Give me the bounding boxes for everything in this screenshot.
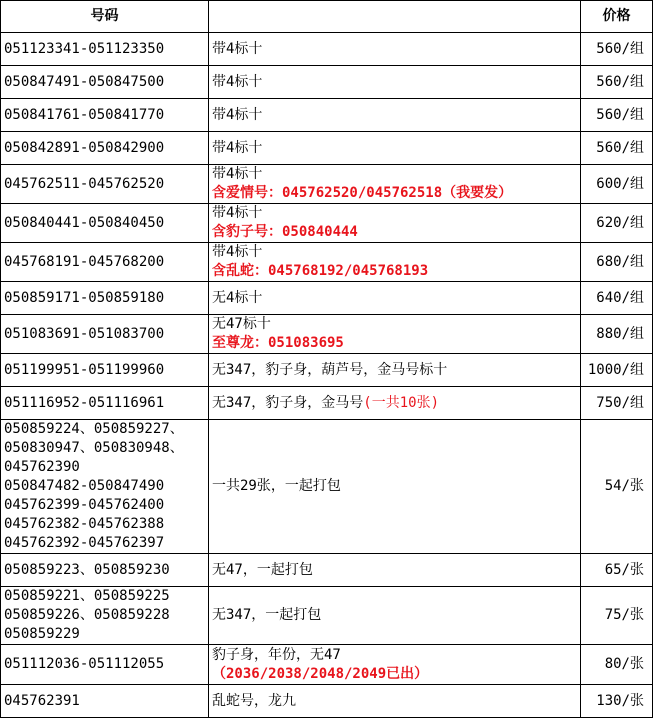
number-line: 050859221、050859225 [4, 588, 170, 604]
desc-text: 无347，豹子身，金马号 [212, 394, 364, 411]
number-cell [1, 243, 209, 282]
desc-text: 无47标十 [212, 316, 271, 332]
desc-text: 带4标十 [212, 73, 263, 90]
number-cell [1, 282, 209, 315]
desc-text: 无4标十 [212, 289, 263, 306]
desc-cell [209, 132, 581, 165]
desc-cell [209, 354, 581, 387]
number-line: 050842891-050842900 [4, 139, 165, 156]
desc-cell [209, 165, 581, 204]
header-desc [209, 1, 581, 33]
number-line: 050847482-050847490 [4, 478, 165, 494]
desc-text: 无347，豹子身，葫芦号，金马号标十 [212, 361, 448, 378]
note-text: 含豹子号：050840444 [212, 224, 358, 240]
desc-line [212, 646, 577, 665]
desc-cell [209, 685, 581, 718]
number-cell [1, 132, 209, 165]
number-cell [1, 387, 209, 420]
desc-cell [209, 554, 581, 587]
number-cell [1, 554, 209, 587]
table-row [1, 645, 653, 685]
number-line: 051112036-051112055 [4, 656, 165, 672]
desc-cell [209, 66, 581, 99]
table-row [1, 66, 653, 99]
desc-line [212, 561, 577, 580]
desc-cell [209, 387, 581, 420]
table-row [1, 420, 653, 554]
desc-text: 无47，一起打包 [212, 561, 313, 578]
number-cell [1, 165, 209, 204]
desc-text: 乱蛇号，龙九 [212, 692, 296, 709]
desc-line [212, 692, 577, 711]
price-cell: 75/张 [581, 587, 653, 645]
desc-cell [209, 587, 581, 645]
number-cell [1, 587, 209, 645]
note-text: （2036/2038/2048/2049已出） [212, 665, 429, 682]
number-line: 051116952-051116961 [4, 394, 165, 411]
desc-line [212, 40, 577, 59]
number-line: 050830947、050830948、 [4, 440, 184, 456]
header-number: 号码 [1, 1, 209, 33]
price-cell: 80/张 [581, 645, 653, 685]
price-cell: 130/张 [581, 685, 653, 718]
desc-line [212, 477, 577, 496]
number-cell [1, 420, 209, 554]
number-line: 045762382-045762388 [4, 516, 165, 532]
number-line: 050859171-050859180 [4, 289, 165, 306]
desc-cell [209, 282, 581, 315]
table-row [1, 243, 653, 282]
number-line: 045762391 [4, 692, 80, 709]
desc-cell [209, 204, 581, 243]
price-cell: 560/组 [581, 99, 653, 132]
desc-line [212, 361, 577, 380]
desc-cell [209, 33, 581, 66]
table-row [1, 165, 653, 204]
desc-line [212, 204, 577, 223]
desc-line [212, 243, 577, 262]
price-cell: 880/组 [581, 315, 653, 354]
number-cell [1, 685, 209, 718]
note-text: 含乱蛇：045768192/045768193 [212, 263, 429, 279]
number-line: 050859223、050859230 [4, 561, 170, 578]
desc-text: 带4标十 [212, 106, 263, 123]
number-line: 051199951-051199960 [4, 361, 165, 378]
table-row [1, 282, 653, 315]
header-row [1, 1, 653, 33]
number-line: 045762392-045762397 [4, 535, 165, 551]
price-cell: 65/张 [581, 554, 653, 587]
price-cell: 560/组 [581, 132, 653, 165]
number-line: 050859229 [4, 626, 80, 642]
desc-text: 带4标十 [212, 139, 263, 156]
desc-text: 无347，一起打包 [212, 607, 322, 623]
table-row [1, 554, 653, 587]
price-cell: 680/组 [581, 243, 653, 282]
desc-line [212, 73, 577, 92]
header-price: 价格 [581, 1, 653, 33]
table-row [1, 99, 653, 132]
number-line: 051123341-051123350 [4, 40, 165, 57]
price-cell: 1000/组 [581, 354, 653, 387]
number-line: 050847491-050847500 [4, 73, 165, 90]
desc-line [212, 289, 577, 308]
desc-text: 一共29张，一起打包 [212, 478, 341, 494]
number-cell [1, 33, 209, 66]
number-cell [1, 645, 209, 685]
number-cell [1, 99, 209, 132]
table-row [1, 315, 653, 354]
desc-highlight: (一共10张) [363, 394, 440, 411]
table-row [1, 132, 653, 165]
table-row [1, 587, 653, 645]
desc-text: 带4标十 [212, 40, 263, 57]
price-cell: 54/张 [581, 420, 653, 554]
number-line: 050859226、050859228 [4, 607, 170, 623]
number-line: 050859224、050859227、 [4, 421, 184, 437]
number-line: 045762511-045762520 [4, 175, 165, 192]
note-text: 含爱情号：045762520/045762518（我要发） [212, 185, 513, 201]
price-cell: 560/组 [581, 66, 653, 99]
price-cell: 640/组 [581, 282, 653, 315]
desc-cell [209, 645, 581, 685]
number-cell [1, 204, 209, 243]
desc-text: 豹子身，年份，无47 [212, 646, 341, 663]
number-cell [1, 315, 209, 354]
table-row [1, 354, 653, 387]
desc-cell [209, 315, 581, 354]
table-row [1, 33, 653, 66]
table-row [1, 685, 653, 718]
number-line: 050840441-050840450 [4, 214, 165, 231]
desc-text: 带4标十 [212, 244, 263, 260]
number-cell [1, 354, 209, 387]
price-cell: 560/组 [581, 33, 653, 66]
desc-line [212, 394, 577, 413]
price-cell: 600/组 [581, 165, 653, 204]
table-row [1, 204, 653, 243]
desc-cell [209, 420, 581, 554]
number-line: 050841761-050841770 [4, 106, 165, 123]
desc-cell [209, 243, 581, 282]
desc-line [212, 106, 577, 125]
number-line: 051083691-051083700 [4, 325, 165, 342]
desc-text: 带4标十 [212, 166, 263, 182]
number-line: 045768191-045768200 [4, 253, 165, 270]
number-cell [1, 66, 209, 99]
desc-line [212, 315, 577, 334]
table-row [1, 387, 653, 420]
price-cell: 620/组 [581, 204, 653, 243]
number-line: 045762390 [4, 459, 80, 475]
desc-text: 带4标十 [212, 205, 263, 221]
desc-line [212, 165, 577, 184]
price-cell: 750/组 [581, 387, 653, 420]
desc-line [212, 606, 577, 625]
desc-cell [209, 99, 581, 132]
desc-line [212, 139, 577, 158]
number-line: 045762399-045762400 [4, 497, 165, 513]
note-text: 至尊龙：051083695 [212, 335, 344, 351]
